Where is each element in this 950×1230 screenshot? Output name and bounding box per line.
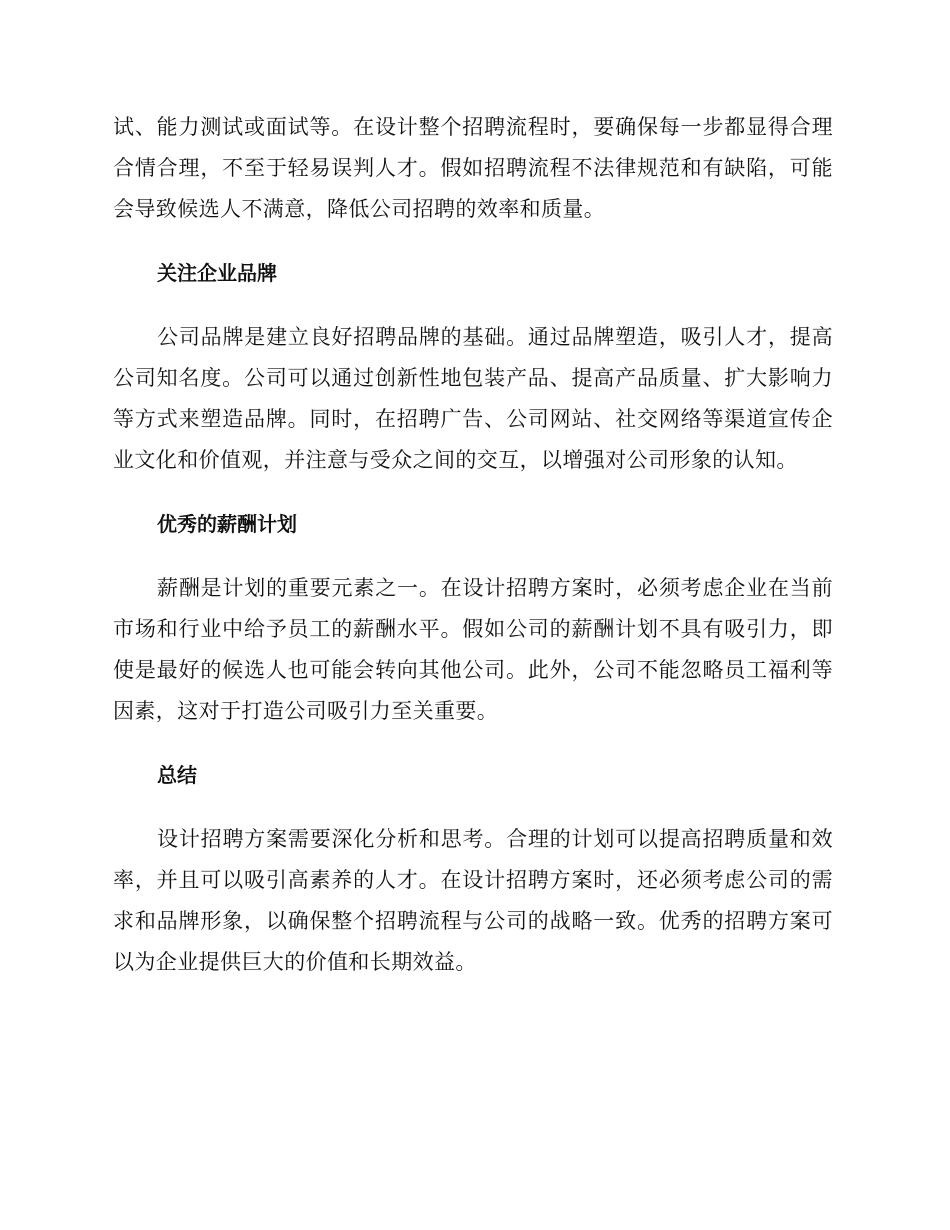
document-page [113, 107, 833, 983]
intro-paragraph: 试、能力测试或面试等。在设计整个招聘流程时，要确保每一步都显得合理合情合理，不至于轻易误判人才。假如招聘流程不法律规范和有缺陷，可能会导致候选人不满意，降低公司招聘的效率和质量。 [113, 115, 833, 221]
section-paragraph-brand: 公司品牌是建立良好招聘品牌的基础。通过品牌塑造，吸引人才，提高公司知名度。公司可以通过创新性地包装产品、提高产品质量、扩大影响力等方式来塑造品牌。同时，在招聘广告、公司网站、社交网络等渠道宣传企业文化和价值观，并注意与受众之间的交互，以增强对公司形象的认知。 [113, 325, 833, 472]
section-heading-brand: 关注企业品牌 [157, 261, 277, 285]
section-heading-summary: 总结 [157, 763, 197, 787]
section-paragraph-summary: 设计招聘方案需要深化分析和思考。合理的计划可以提高招聘质量和效率，并且可以吸引高素养的人才。在设计招聘方案时，还必须考虑公司的需求和品牌形象，以确保整个招聘流程与公司的战略一致。优秀的招聘方案可以为企业提供巨大的价值和长期效益。 [113, 827, 833, 974]
section-paragraph-salary: 薪酬是计划的重要元素之一。在设计招聘方案时，必须考虑企业在当前市场和行业中给予员工的薪酬水平。假如公司的薪酬计划不具有吸引力，即使是最好的候选人也可能会转向其他公司。此外，公司不能忽略员工福利等因素，这对于打造公司吸引力至关重要。 [113, 576, 833, 723]
section-heading-salary: 优秀的薪酬计划 [157, 512, 297, 536]
